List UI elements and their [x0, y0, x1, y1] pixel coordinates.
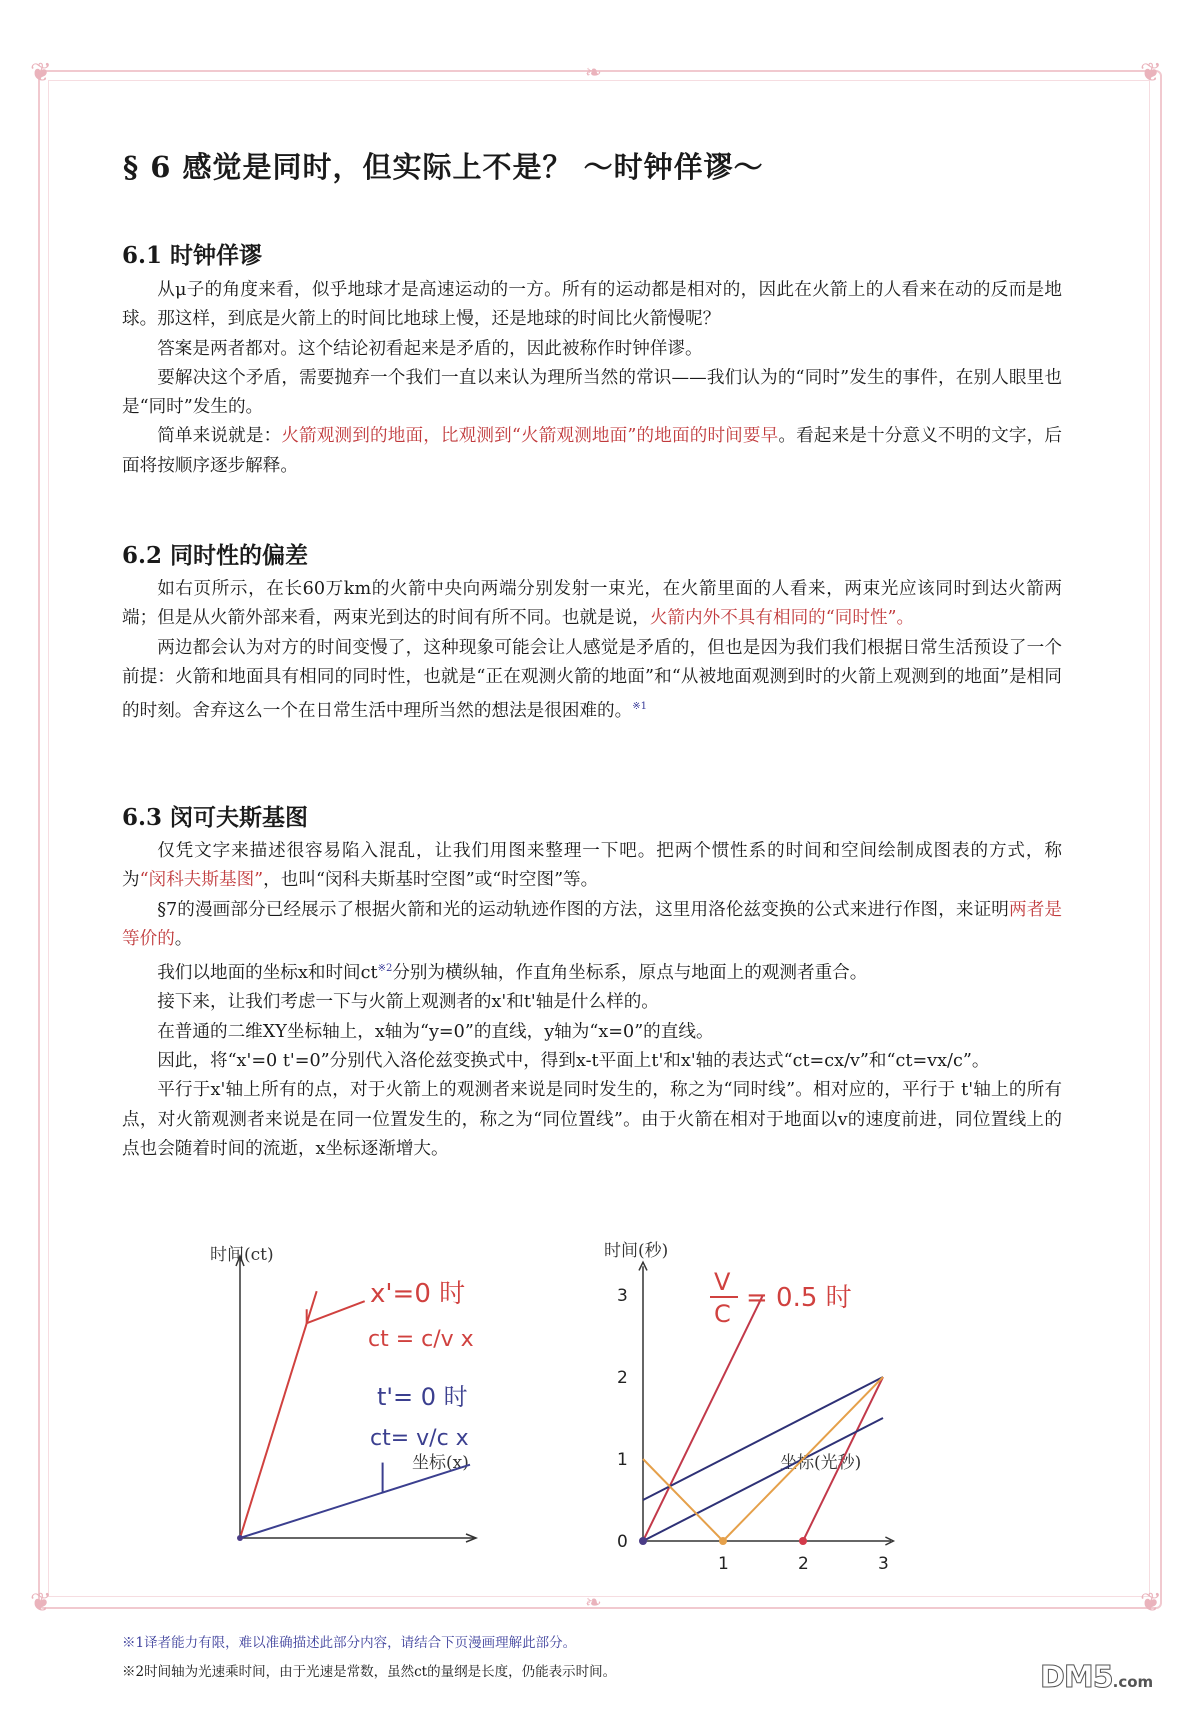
paragraph	[122, 988, 1062, 1017]
minkowski-diagram-general	[180, 1230, 520, 1570]
y-axis-label: 时间(ct)	[210, 1245, 274, 1265]
corner-ornament-icon: ❦	[1140, 1588, 1162, 1618]
data-point	[719, 1537, 727, 1545]
paragraph	[122, 422, 1062, 481]
page-title: § 6 感觉是同时，但实际上不是？ ～时钟佯谬～	[123, 150, 764, 184]
paragraph	[122, 634, 1062, 727]
y-tick-label: 1	[617, 1450, 628, 1470]
watermark-brand: DM5	[1040, 1660, 1113, 1695]
minkowski-diagram-example	[590, 1230, 930, 1590]
top-ornament-icon: ❧	[585, 60, 602, 84]
corner-ornament-icon: ❦	[1140, 58, 1162, 88]
leader-line-x-prime	[307, 1301, 365, 1323]
body-text: 答案是两者都对。这个结论初看起来是矛盾的，因此被称作时钟佯谬。	[157, 338, 703, 359]
body-text: 平行于x'轴上所有的点，对于火箭上的观测者来说是同时发生的，称之为“同时线”。相对应的，平行于 t'轴上的所有点，对火箭观测者来说是在同一位置发生的，称之为“同位置线”。由于火箭在相对于地面以v的速度前进，同位置线上的点也会随着时间的流逝，x坐标逐渐增大。	[122, 1080, 1062, 1159]
annotation-t-prime-line2: ct= v/c x	[370, 1426, 469, 1451]
body-text: §7的漫画部分已经展示了根据火箭和光的运动轨迹作图的方法，这里用洛伦兹变换的公式来进行作图，来证明	[157, 899, 1009, 920]
y-tick-label: 0	[617, 1532, 628, 1552]
footnote-ref[interactable]: ※2	[377, 963, 393, 975]
data-point	[639, 1537, 647, 1545]
series-line	[643, 1459, 723, 1541]
paragraph	[122, 1047, 1062, 1076]
highlight-text: 。	[896, 608, 915, 629]
body-text: 我们以地面的坐标x和时间ct	[157, 963, 378, 984]
section-body	[122, 837, 1062, 1164]
x-tick-label: 3	[878, 1554, 889, 1574]
bottom-ornament-icon: ❧	[585, 1590, 602, 1614]
velocity-annotation	[710, 1268, 852, 1328]
series-line	[643, 1377, 883, 1500]
section-body	[122, 575, 1062, 726]
annotation-numerator: V	[714, 1268, 731, 1296]
highlight-text: 火箭内外不具有相同的“同时性”	[649, 608, 897, 629]
watermark-suffix: .com	[1112, 1673, 1154, 1691]
annotation-x-prime-line2: ct = c/v x	[368, 1327, 474, 1352]
annotation-x-prime	[368, 1279, 474, 1352]
body-text: 。	[174, 928, 193, 949]
series-line-t-prime-axis	[240, 1465, 470, 1538]
highlight-text: 两者是等价的	[122, 899, 1062, 949]
y-tick-label: 3	[617, 1286, 628, 1306]
body-text: 两边都会认为对方的时间变慢了，这种现象可能会让人感觉是矛盾的，但也是因为我们我们根据日常生活预设了一个前提：火箭和地面具有相同的同时性，也就是“正在观测火箭的地面”和“从被地面观测到时的火箭上观测到的地面”是相同的时刻。舍弃这么一个在日常生活中理所当然的想法是很困难的。	[122, 637, 1062, 722]
body-text: 。看起来是十分意义不明的文字，后面将按顺序逐步解释。	[122, 426, 1062, 476]
section-body	[122, 276, 1062, 481]
x-tick-label: 2	[798, 1554, 809, 1574]
origin-point	[237, 1535, 243, 1541]
x-axis-label: 坐标(光秒)	[780, 1453, 862, 1473]
body-text: 在普通的二维XY坐标轴上，x轴为“y=0”的直线，y轴为“x=0”的直线。	[157, 1021, 714, 1042]
x-tick-label: 1	[718, 1554, 729, 1574]
body-text: 接下来，让我们考虑一下与火箭上观测者的x'和t'轴是什么样的。	[157, 992, 659, 1013]
paragraph	[122, 1076, 1062, 1164]
annotation-value: = 0.5 时	[746, 1283, 852, 1313]
body-text: 因此，将“x'=0 t'=0”分别代入洛伦兹变换式中，得到x-t平面上t'和x'轴的表达式“ct=cx/v”和“ct=vx/c”。	[157, 1050, 990, 1071]
paragraph	[122, 896, 1062, 955]
corner-ornament-icon: ❦	[30, 1588, 52, 1618]
corner-ornament-icon: ❦	[30, 58, 52, 88]
body-text: 仅凭文字来描述很容易陷入混乱，让我们用图来整理一下吧。把两个惯性系的时间和空间绘制成图表的方式，称为	[122, 841, 1062, 891]
section-heading: 6.2 同时性的偏差	[122, 542, 309, 569]
annotation-denominator: C	[714, 1300, 731, 1328]
paragraph	[122, 335, 1062, 364]
footnote-2-text: ※2时间轴为光速乘时间，由于光速是常数，虽然ct的量纲是长度，仍能表示时间。	[122, 1664, 617, 1680]
body-text: 要解决这个矛盾，需要抛弃一个我们一直以来认为理所当然的常识——我们认为的“同时”发生的事件，在别人眼里也是“同时”发生的。	[122, 367, 1062, 418]
annotation-x-prime-line1: x'=0 时	[370, 1279, 466, 1309]
body-text: 从μ子的角度来看，似乎地球才是高速运动的一方。所有的运动都是相对的，因此在火箭上的人看来在动的反而是地球。那这样，到底是火箭上的时间比地球上慢，还是地球的时间比火箭慢呢？	[122, 280, 1062, 330]
paragraph	[122, 837, 1062, 896]
section-heading: 6.3 闵可夫斯基图	[122, 804, 309, 831]
data-point	[799, 1537, 807, 1545]
section-heading: 6.1 时钟佯谬	[122, 242, 263, 269]
series-line	[643, 1418, 883, 1541]
footnote-2	[122, 1660, 616, 1680]
series-line-x-prime-axis	[240, 1291, 317, 1538]
paragraph	[122, 954, 1062, 988]
footnote-1	[122, 1631, 576, 1651]
paragraph	[122, 276, 1062, 335]
paragraph	[122, 575, 1062, 634]
body-text: ，也叫“闵科夫斯基时空图”或“时空图”等。	[263, 870, 599, 891]
y-axis-label: 时间(秒)	[604, 1241, 669, 1261]
paragraph	[122, 1018, 1062, 1047]
annotation-t-prime	[370, 1383, 469, 1451]
paragraph	[122, 364, 1062, 423]
site-watermark-logo	[1040, 1660, 1153, 1695]
footnote-ref[interactable]: ※1	[632, 701, 647, 713]
series-line	[643, 1295, 763, 1541]
annotation-t-prime-line1: t'= 0 时	[377, 1383, 468, 1411]
x-axis-label: 坐标(x)	[412, 1453, 469, 1473]
y-tick-label: 2	[617, 1368, 628, 1388]
body-text: 分别为横纵轴，作直角坐标系，原点与地面上的观测者重合。	[392, 963, 868, 984]
body-text: 简单来说就是：	[157, 426, 282, 447]
footnote-1-text: ※1译者能力有限，难以准确描述此部分内容，请结合下页漫画理解此部分。	[122, 1635, 577, 1651]
highlight-text: “闵科夫斯基图”	[139, 870, 264, 891]
body-text: 如右页所示，在长60万km的火箭中央向两端分别发射一束光，在火箭里面的人看来，两束光应该同时到达火箭两端；但是从火箭外部来看，两束光到达的时间有所不同。也就是说，	[122, 579, 1062, 629]
highlight-text: 火箭观测到的地面，比观测到“火箭观测地面”的地面的时间要早	[281, 426, 779, 447]
